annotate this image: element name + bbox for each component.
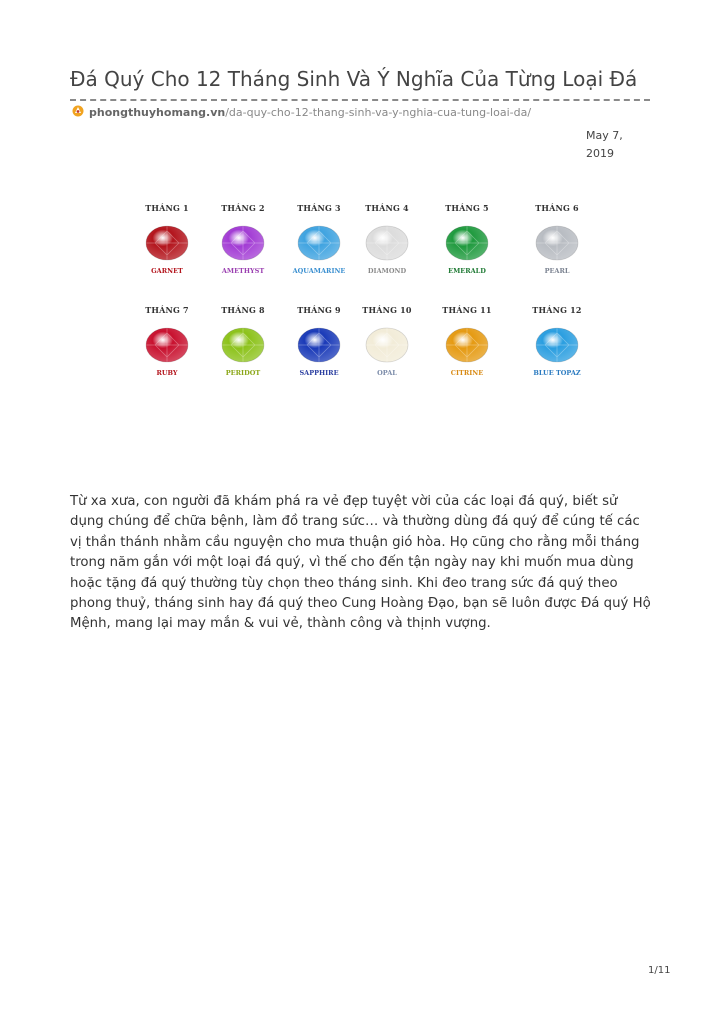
gem-month-label: THÁNG 4	[365, 203, 409, 213]
gem-name-label: CITRINE	[450, 369, 484, 377]
gem-name-label: AQUAMARINE	[292, 267, 346, 275]
pearl-gem-icon	[533, 223, 581, 263]
gem-sapphire	[284, 305, 354, 377]
gem-garnet	[132, 203, 202, 275]
page-number: 1/11	[648, 965, 671, 976]
gem-name-label: RUBY	[156, 369, 178, 377]
emerald-gem-icon	[443, 223, 491, 263]
gem-month-label: THÁNG 10	[362, 305, 412, 315]
ruby-gem-icon	[143, 325, 191, 365]
gem-month-label: THÁNG 9	[297, 305, 341, 315]
blue-topaz-gem-icon	[533, 325, 581, 365]
gem-month-label: THÁNG 1	[145, 203, 189, 213]
peridot-gem-icon	[219, 325, 267, 365]
garnet-gem-icon	[143, 223, 191, 263]
gem-month-label: THÁNG 12	[532, 305, 582, 315]
gem-month-label: THÁNG 11	[442, 305, 492, 315]
gem-emerald	[432, 203, 502, 275]
gem-name-label: DIAMOND	[367, 267, 407, 275]
gem-name-label: BLUE TOPAZ	[533, 369, 581, 377]
gem-name-label: GARNET	[151, 267, 183, 275]
sapphire-gem-icon	[295, 325, 343, 365]
gem-month-label: THÁNG 7	[145, 305, 189, 315]
source-link[interactable]	[72, 105, 531, 120]
gem-name-label: OPAL	[377, 369, 397, 377]
gem-amethyst	[208, 203, 278, 275]
gem-month-label: THÁNG 2	[221, 203, 265, 213]
opal-gem-icon	[363, 325, 411, 365]
source-domain[interactable]: phongthuyhomang.vn	[89, 106, 226, 119]
amethyst-gem-icon	[219, 223, 267, 263]
gem-name-label: AMETHYST	[221, 267, 265, 275]
gem-month-label: THÁNG 3	[297, 203, 341, 213]
article-title: Đá Quý Cho 12 Tháng Sinh Và Ý Nghĩa Của Từng Loại Đá	[70, 67, 638, 91]
diamond-gem-icon	[363, 223, 411, 263]
gem-aquamarine	[284, 203, 354, 275]
gem-month-label: THÁNG 8	[221, 305, 265, 315]
aquamarine-gem-icon	[295, 223, 343, 263]
source-path[interactable]: /da-quy-cho-12-thang-sinh-va-y-nghia-cua-tung-loai-da/	[225, 106, 532, 119]
gem-citrine	[432, 305, 502, 377]
gem-ruby	[132, 305, 202, 377]
gem-peridot	[208, 305, 278, 377]
gem-name-label: SAPPHIRE	[299, 369, 339, 377]
gem-diamond	[352, 203, 422, 275]
gem-blue-topaz	[522, 305, 592, 377]
gem-name-label: PERIDOT	[225, 369, 261, 377]
gem-opal	[352, 305, 422, 377]
gem-name-label: PEARL	[544, 267, 570, 275]
site-logo-icon	[72, 105, 84, 120]
gem-month-label: THÁNG 6	[535, 203, 579, 213]
publish-date: May 7, 2019	[586, 129, 623, 160]
gem-name-label: EMERALD	[448, 267, 486, 275]
gemstone-chart-image	[130, 193, 592, 386]
gem-month-label: THÁNG 5	[445, 203, 489, 213]
gem-pearl	[522, 203, 592, 275]
title-divider	[70, 99, 650, 101]
citrine-gem-icon	[443, 325, 491, 365]
article-paragraph: Từ xa xưa, con người đã khám phá ra vẻ đẹp tuyệt vời của các loại đá quý, biết sử dụng chúng để chữa bệnh, làm đồ trang sức… và thường dùng đá quý để cúng tế các vị thần thánh nhằm cầu nguyện cho mưa thuận gió hòa. Họ cũng cho rằng mỗi tháng trong năm gắn với một loại đá quý, vì thế cho đến tận ngày nay khi muốn mua dùng hoặc tặng đá quý thường tùy chọn theo tháng sinh. Khi đeo trang sức đá quý theo phong thuỷ, tháng sinh hay đá quý theo Cung Hoàng Đạo, bạn sẽ luôn được Đá quý Hộ Mệnh, mang lại may mắn & vui vẻ, thành công và thịnh vượng.	[70, 494, 651, 632]
